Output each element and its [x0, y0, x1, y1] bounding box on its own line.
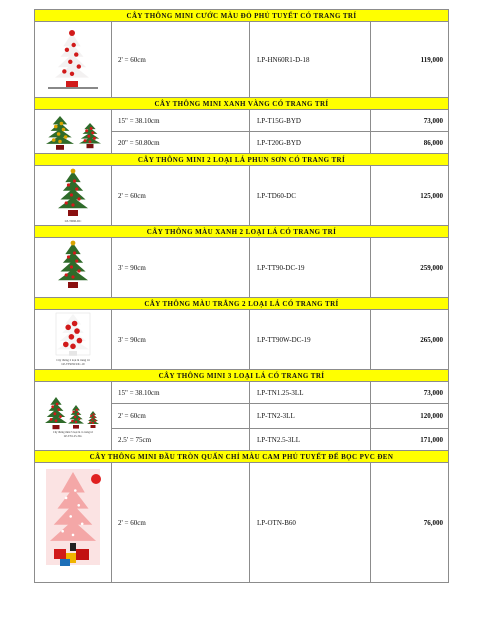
image-caption-code: LP-TT90W-DC-19: [61, 361, 85, 366]
section-header: [35, 298, 449, 310]
product-code: LP-T20G-BYD: [250, 132, 371, 154]
product-image-cell: [35, 382, 112, 451]
product-price: 171,000: [371, 429, 449, 451]
section-title: CÂY THÔNG MINI 2 LOẠI LÁ PHUN SƠN CÓ TRANG TRÍ: [35, 154, 449, 166]
product-code: LP-OTN-B60: [250, 463, 371, 583]
green-tree-icon: [41, 240, 105, 296]
section-header: [35, 10, 449, 22]
product-code: LP-TD60-DC: [250, 166, 371, 226]
product-image-cell: [35, 166, 112, 226]
two-green-trees-icon: [38, 113, 108, 151]
product-size: 2' = 60cm: [112, 166, 250, 226]
product-price: 86,000: [371, 132, 449, 154]
product-row: [35, 463, 449, 583]
product-image-cell: [35, 310, 112, 370]
product-price: 259,000: [371, 238, 449, 298]
product-code: LP-HN60R1-D-18: [250, 22, 371, 98]
product-row: [35, 238, 449, 298]
product-code: LP-TT90-DC-19: [250, 238, 371, 298]
product-size: 2' = 60cm: [112, 463, 250, 583]
section-header: [35, 370, 449, 382]
product-code: LP-TN2.5-3LL: [250, 429, 371, 451]
image-caption: Cây thông mini 3 loại lá có trang trí: [52, 431, 94, 434]
pink-tree-gifts-icon: [38, 467, 108, 579]
image-caption: LP-TD60-DC: [64, 218, 82, 223]
product-price: 119,000: [371, 22, 449, 98]
product-price: 125,000: [371, 166, 449, 226]
image-caption-code: LP-TN1.25-3LL: [63, 435, 83, 438]
white-tree-red-flowers-icon: [41, 311, 105, 369]
product-row: [35, 166, 449, 226]
product-size: 2' = 60cm: [112, 404, 250, 429]
product-price: 73,000: [371, 382, 449, 404]
product-price: 120,000: [371, 404, 449, 429]
product-code: LP-TT90W-DC-19: [250, 310, 371, 370]
product-size: 15" = 38.10cm: [112, 382, 250, 404]
product-price: 265,000: [371, 310, 449, 370]
green-tree-icon: [41, 168, 105, 224]
product-code: LP-TN1.25-3LL: [250, 382, 371, 404]
white-tree-red-decor-icon: [42, 27, 104, 93]
section-title: CÂY THÔNG MINI 3 LOẠI LÁ CÓ TRANG TRÍ: [35, 370, 449, 382]
three-green-trees-icon: [38, 391, 108, 441]
product-image-cell: [35, 463, 112, 583]
product-price: 73,000: [371, 110, 449, 132]
product-code: LP-T15G-BYD: [250, 110, 371, 132]
price-table: [34, 9, 449, 583]
product-image-cell: [35, 110, 112, 154]
product-row: [35, 310, 449, 370]
section-title: CÂY THÔNG MÀU XANH 2 LOẠI LÁ CÓ TRANG TRÍ: [35, 226, 449, 238]
product-size: 3' = 90cm: [112, 310, 250, 370]
section-header: [35, 154, 449, 166]
section-title: CÂY THÔNG MINI XANH VÀNG CÓ TRANG TRÍ: [35, 98, 449, 110]
product-size: 15" = 38.10cm: [112, 110, 250, 132]
section-header: [35, 226, 449, 238]
section-header: [35, 98, 449, 110]
product-image-cell: [35, 238, 112, 298]
product-size: 20" = 50.80cm: [112, 132, 250, 154]
product-size: 2' = 60cm: [112, 22, 250, 98]
section-title: CÂY THÔNG MINI CƯỚC MÀU ĐỎ PHỦ TUYẾT CÓ TRANG TRÍ: [35, 10, 449, 22]
product-row: [35, 110, 449, 132]
product-row: [35, 22, 449, 98]
product-price: 76,000: [371, 463, 449, 583]
product-size: 2.5' = 75cm: [112, 429, 250, 451]
image-caption: Cây thông 2 loại lá trang trí: [56, 357, 90, 362]
section-title: CÂY THÔNG MINI ĐẦU TRÒN QUẤN CHỈ MÀU CAM PHỦ TUYẾT ĐẾ BỌC PVC ĐEN: [35, 451, 449, 463]
product-row: [35, 382, 449, 404]
product-code: LP-TN2-3LL: [250, 404, 371, 429]
section-title: CÂY THÔNG MÀU TRẮNG 2 LOẠI LÁ CÓ TRANG TRÍ: [35, 298, 449, 310]
product-size: 3' = 90cm: [112, 238, 250, 298]
section-header: [35, 451, 449, 463]
product-image-cell: [35, 22, 112, 98]
